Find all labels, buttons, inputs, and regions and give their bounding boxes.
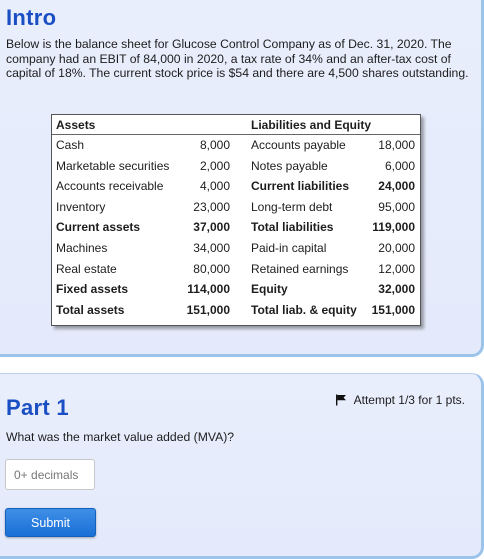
asset-label: Cash	[56, 138, 85, 152]
assets-header: Assets	[56, 118, 96, 132]
question-text: What was the market value added (MVA)?	[6, 430, 235, 444]
liability-label: Long-term debt	[251, 199, 333, 214]
table-row	[52, 197, 420, 218]
table-row	[52, 156, 420, 177]
table-header-row	[52, 115, 420, 135]
liability-value: 119,000	[372, 220, 415, 235]
liability-label: Accounts payable	[251, 138, 346, 152]
table-row	[52, 217, 420, 238]
asset-label: Marketable securities	[56, 158, 170, 173]
liability-value: 12,000	[378, 261, 415, 276]
asset-value: 23,000	[193, 199, 230, 214]
attempt-indicator	[335, 393, 465, 407]
liability-label: Notes payable	[251, 158, 328, 173]
liability-value: 95,000	[378, 199, 415, 214]
asset-value: 114,000	[187, 282, 230, 297]
liability-value: 24,000	[378, 179, 415, 194]
liabilities-header: Liabilities and Equity	[251, 118, 372, 132]
part1-title: Part 1	[6, 395, 69, 420]
asset-label: Real estate	[56, 261, 117, 276]
asset-label: Current assets	[56, 220, 141, 235]
liability-value: 20,000	[378, 241, 415, 255]
liability-label: Total liabilities	[251, 220, 334, 235]
asset-label: Fixed assets	[56, 282, 129, 297]
table-row	[52, 238, 420, 259]
table-row	[52, 259, 420, 280]
asset-label: Machines	[56, 241, 108, 255]
answer-input[interactable]	[5, 459, 95, 490]
liability-value: 18,000	[378, 138, 415, 152]
table-row	[52, 135, 420, 156]
liability-label: Paid-in capital	[251, 241, 327, 255]
asset-value: 8,000	[199, 138, 230, 152]
liability-value: 6,000	[384, 158, 415, 173]
asset-value: 2,000	[199, 158, 230, 173]
table-row	[52, 176, 420, 197]
asset-value: 4,000	[199, 179, 230, 194]
asset-label: Inventory	[56, 199, 106, 214]
flag-icon	[335, 394, 347, 406]
asset-label: Total assets	[56, 302, 125, 317]
liability-value: 32,000	[378, 282, 415, 297]
intro-paragraph: Below is the balance sheet for Glucose Control Company as of Dec. 31, 2020. The company had an EBIT of 84,000 in 2020, a tax rate of 34% and an after-tax cost of capital of 18%. The current stock price is $54 and there are 4,500 shares outstanding.	[6, 37, 469, 81]
asset-value: 151,000	[186, 302, 230, 317]
attempt-text: Attempt 1/3 for 1 pts.	[353, 393, 465, 407]
liability-label: Retained earnings	[251, 261, 349, 276]
asset-value: 37,000	[193, 220, 230, 235]
asset-value: 34,000	[193, 241, 230, 255]
liability-label: Equity	[251, 282, 288, 297]
liability-label: Total liab. & equity	[251, 302, 357, 317]
submit-button[interactable]: Submit	[5, 508, 96, 537]
part1-card	[0, 373, 484, 559]
liability-label: Current liabilities	[251, 179, 350, 194]
table-row	[52, 279, 420, 300]
liability-value: 151,000	[371, 302, 415, 317]
intro-title: Intro	[6, 5, 57, 30]
table-row	[52, 300, 420, 321]
asset-value: 80,000	[193, 261, 230, 276]
balance-sheet-table	[51, 114, 421, 326]
asset-label: Accounts receivable	[56, 179, 164, 194]
